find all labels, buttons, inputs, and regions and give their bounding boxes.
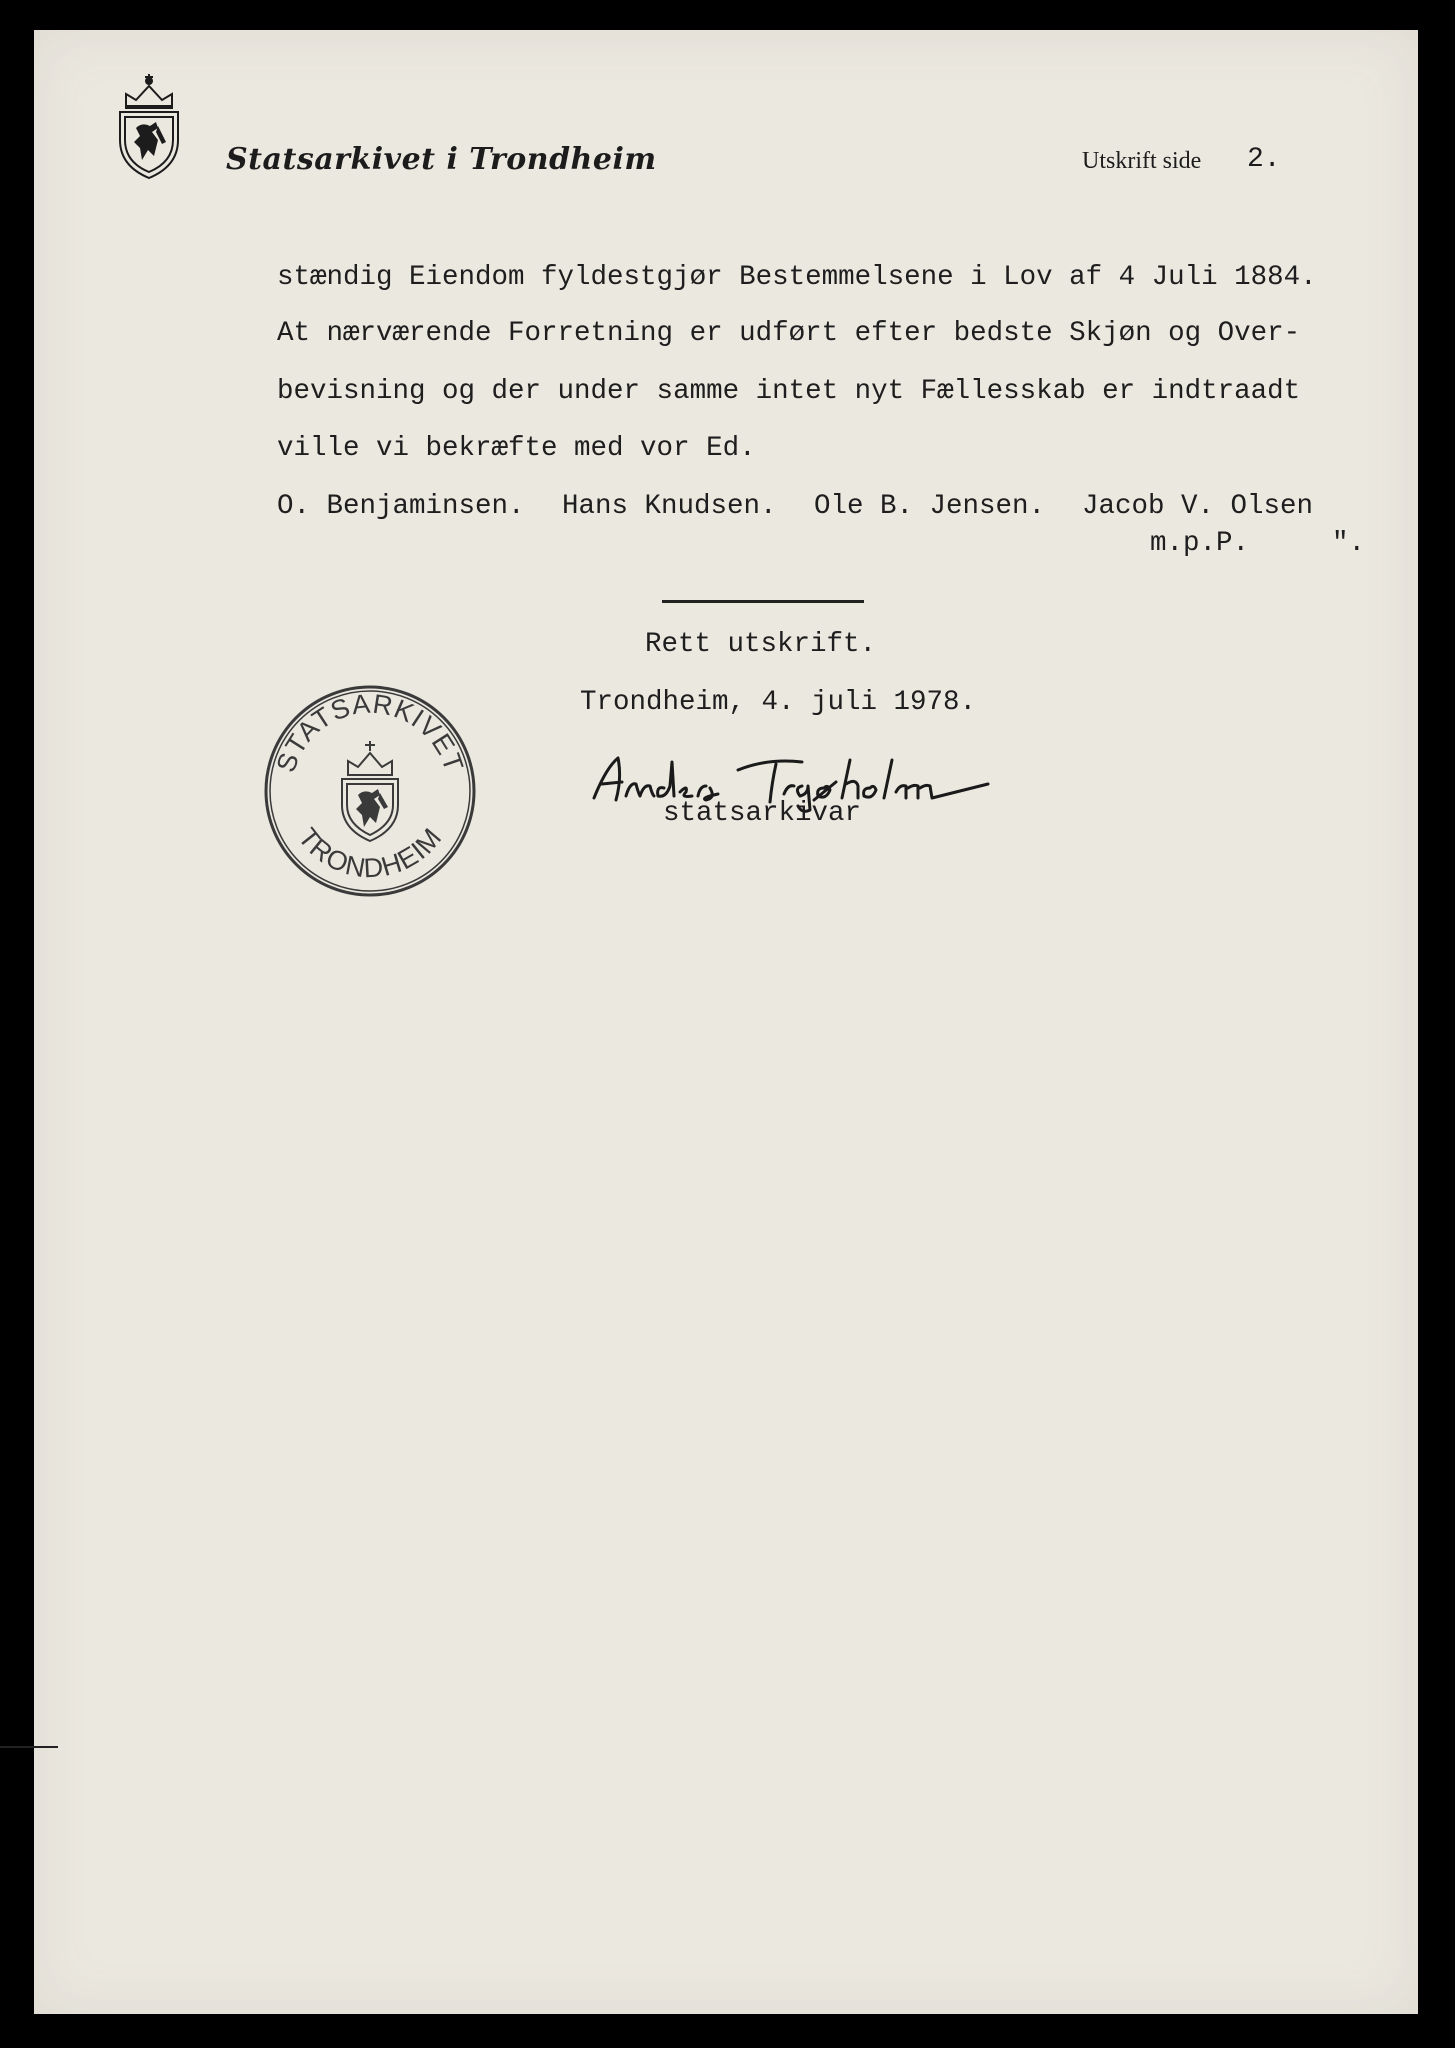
body-line-2: At nærværende Forretning er udført efter bedste Skjøn og Over-: [277, 318, 1301, 349]
signatory-1: O. Benjaminsen.: [277, 491, 525, 522]
letterhead-title: Statsarkivet i Trondheim: [226, 142, 657, 177]
official-stamp: [262, 683, 478, 899]
body-line-1: stændig Eiendom fyldestgjør Bestemmelsene i Lov af 4 Juli 1884.: [277, 262, 1317, 293]
edge-mark: [0, 1746, 58, 1748]
signatory-role: statsarkivar: [663, 798, 862, 829]
page-label: Utskrift side: [1082, 148, 1202, 174]
body-line-3: bevisning og der under samme intet nyt Fællesskab er indtraadt: [277, 376, 1301, 407]
page-number: 2.: [1247, 144, 1281, 175]
signatory-4: Jacob V. Olsen: [1082, 491, 1314, 522]
signatory-note: m.p.P.: [1150, 528, 1250, 559]
signatory-3: Ole B. Jensen.: [814, 491, 1046, 522]
ditto-mark: ".: [1332, 528, 1366, 559]
coat-of-arms-icon: [112, 70, 186, 180]
svg-text:STATSARKIVET: [271, 689, 470, 776]
stamp-bottom-text: TRONDHEIM: [292, 822, 448, 884]
body-line-4: ville vi bekræfte med vor Ed.: [277, 433, 756, 464]
place-date: Trondheim, 4. juli 1978.: [580, 687, 977, 718]
stamp-top-text: STATSARKIVET: [270, 688, 470, 776]
certification-text: Rett utskrift.: [645, 629, 877, 660]
divider-line: [662, 600, 864, 603]
signatory-2: Hans Knudsen.: [562, 491, 777, 522]
